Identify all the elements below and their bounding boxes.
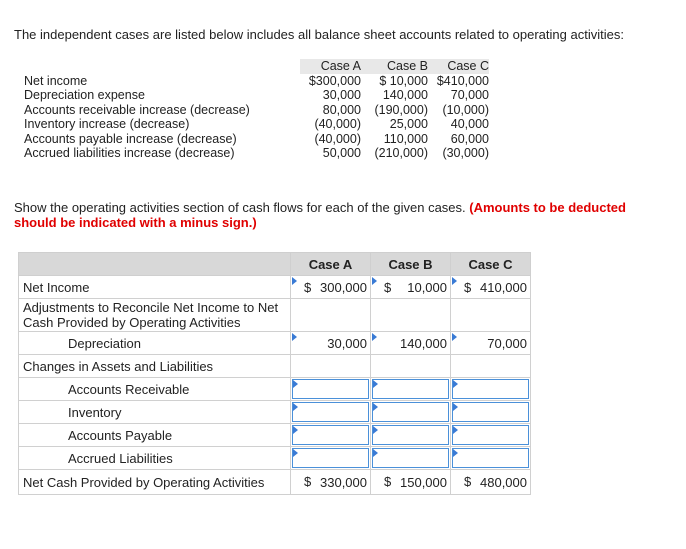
given-value-a: 30,000 [322,88,361,102]
depreciation-case-b: 140,000 [400,335,447,351]
total-case-b: 150,000 [400,474,447,490]
given-row-label: Accounts payable increase (decrease) [24,131,237,146]
given-row-label: Inventory increase (decrease) [24,117,190,131]
depreciation-case-b-cell[interactable] [371,332,451,355]
given-header-case-b: Case B [361,59,428,74]
answer-marker-icon [293,449,298,457]
accounts-payable-case-c-input[interactable] [452,425,529,445]
answer-marker-icon [373,426,378,434]
net-income-case-c: 410,000 [480,279,527,295]
answer-marker-icon [452,277,457,285]
net-income-label: Net Income [19,276,291,299]
dollar-sign: $ [384,474,392,489]
instructions [14,200,654,230]
given-value-c: $410,000 [436,73,489,88]
instructions-text: Show the operating activities section of cash flows for each of the given cases. [14,200,466,215]
cash-flow-answer-table [18,252,531,495]
answer-marker-icon [372,277,377,285]
inventory-case-b-input[interactable] [372,402,449,422]
changes-row [19,355,531,378]
answer-marker-icon [373,449,378,457]
given-row [22,117,489,132]
inventory-case-a-input[interactable] [292,402,369,422]
changes-label: Changes in Assets and Liabilities [19,355,291,378]
depreciation-row [19,332,531,355]
accounts-receivable-case-a-input[interactable] [292,379,369,399]
accounts-payable-label: Accounts Payable [19,424,291,447]
answer-marker-icon [453,403,458,411]
given-value-a: 50,000 [322,146,361,160]
total-case-c-cell [451,470,531,495]
inventory-case-c-input[interactable] [452,402,529,422]
answer-marker-icon [293,426,298,434]
answer-header-case-a: Case A [291,253,371,276]
total-label: Net Cash Provided by Operating Activities [19,470,291,495]
answer-marker-icon [292,333,297,341]
dollar-sign: $ [384,280,392,295]
inventory-label: Inventory [19,401,291,424]
given-value-a: (40,000) [314,117,361,131]
answer-marker-icon [292,277,297,285]
dollar-sign: $ [304,280,312,295]
answer-marker-icon [452,333,457,341]
accrued-liabilities-label: Accrued Liabilities [19,447,291,470]
dollar-sign: $ [304,474,312,489]
given-row [22,88,489,103]
intro-text: The independent cases are listed below includes all balance sheet accounts related to operating activities: [14,27,624,42]
given-value-c: (10,000) [442,102,489,117]
accrued-liabilities-case-a-input[interactable] [292,448,369,468]
total-case-a-cell [291,470,371,495]
depreciation-case-c-cell[interactable] [451,332,531,355]
given-row-label: Net income [24,73,88,88]
given-header-row [22,59,489,74]
instructions-note: (Amounts to be deducted should be indicated with a minus sign.) [14,200,626,230]
answer-header-case-c: Case C [451,253,531,276]
given-row [22,103,489,118]
total-case-c: 480,000 [480,474,527,490]
answer-marker-icon [453,449,458,457]
accounts-receivable-row [19,378,531,401]
accrued-liabilities-case-c-input[interactable] [452,448,529,468]
accounts-receivable-case-b-input[interactable] [372,379,449,399]
given-data-table [22,59,489,161]
answer-marker-icon [373,380,378,388]
given-value-b: $ 10,000 [379,73,428,88]
given-value-b: 25,000 [389,117,428,131]
given-row-label: Accounts receivable increase (decrease) [24,102,250,117]
answer-marker-icon [453,380,458,388]
depreciation-case-c: 70,000 [487,335,527,351]
accounts-receivable-case-c-input[interactable] [452,379,529,399]
given-value-b: (210,000) [374,146,428,160]
given-row [22,132,489,147]
total-row [19,470,531,495]
given-value-b: (190,000) [374,102,428,117]
given-value-a: 80,000 [322,102,361,117]
given-value-a: (40,000) [314,131,361,146]
given-row [22,146,489,161]
accounts-payable-case-a-input[interactable] [292,425,369,445]
net-income-case-a: 300,000 [320,279,367,295]
net-income-case-b: 10,000 [407,279,447,295]
answer-header-row [19,253,531,276]
net-income-case-c-cell[interactable] [451,276,531,299]
answer-marker-icon [373,403,378,411]
dollar-sign: $ [464,474,472,489]
answer-marker-icon [293,380,298,388]
answer-marker-icon [372,333,377,341]
given-row [22,74,489,89]
given-value-c: 40,000 [450,117,489,131]
net-income-row [19,276,531,299]
depreciation-case-a-cell[interactable] [291,332,371,355]
depreciation-case-a: 30,000 [327,335,367,351]
net-income-case-b-cell[interactable] [371,276,451,299]
adjustments-label: Adjustments to Reconcile Net Income to Net Cash Provided by Operating Activities [19,299,291,332]
answer-header-case-b: Case B [371,253,451,276]
total-case-b-cell [371,470,451,495]
inventory-row [19,401,531,424]
accounts-receivable-label: Accounts Receivable [19,378,291,401]
dollar-sign: $ [464,280,472,295]
total-case-a: 330,000 [320,474,367,490]
given-header-case-c: Case C [428,59,489,74]
accrued-liabilities-row [19,447,531,470]
given-row-label: Accrued liabilities increase (decrease) [24,146,235,160]
net-income-case-a-cell[interactable] [291,276,371,299]
given-value-b: 140,000 [382,88,428,102]
given-value-c: 60,000 [450,131,489,146]
given-value-a: $300,000 [308,73,361,88]
given-row-label: Depreciation expense [24,88,145,102]
accrued-liabilities-case-b-input[interactable] [372,448,449,468]
given-value-c: 70,000 [450,88,489,102]
accounts-payable-case-b-input[interactable] [372,425,449,445]
given-value-b: 110,000 [383,131,428,146]
accounts-payable-row [19,424,531,447]
depreciation-label: Depreciation [19,332,291,355]
given-value-c: (30,000) [442,146,489,160]
adjustments-row [19,299,531,332]
answer-marker-icon [453,426,458,434]
given-header-case-a: Case A [300,59,361,74]
answer-marker-icon [293,403,298,411]
